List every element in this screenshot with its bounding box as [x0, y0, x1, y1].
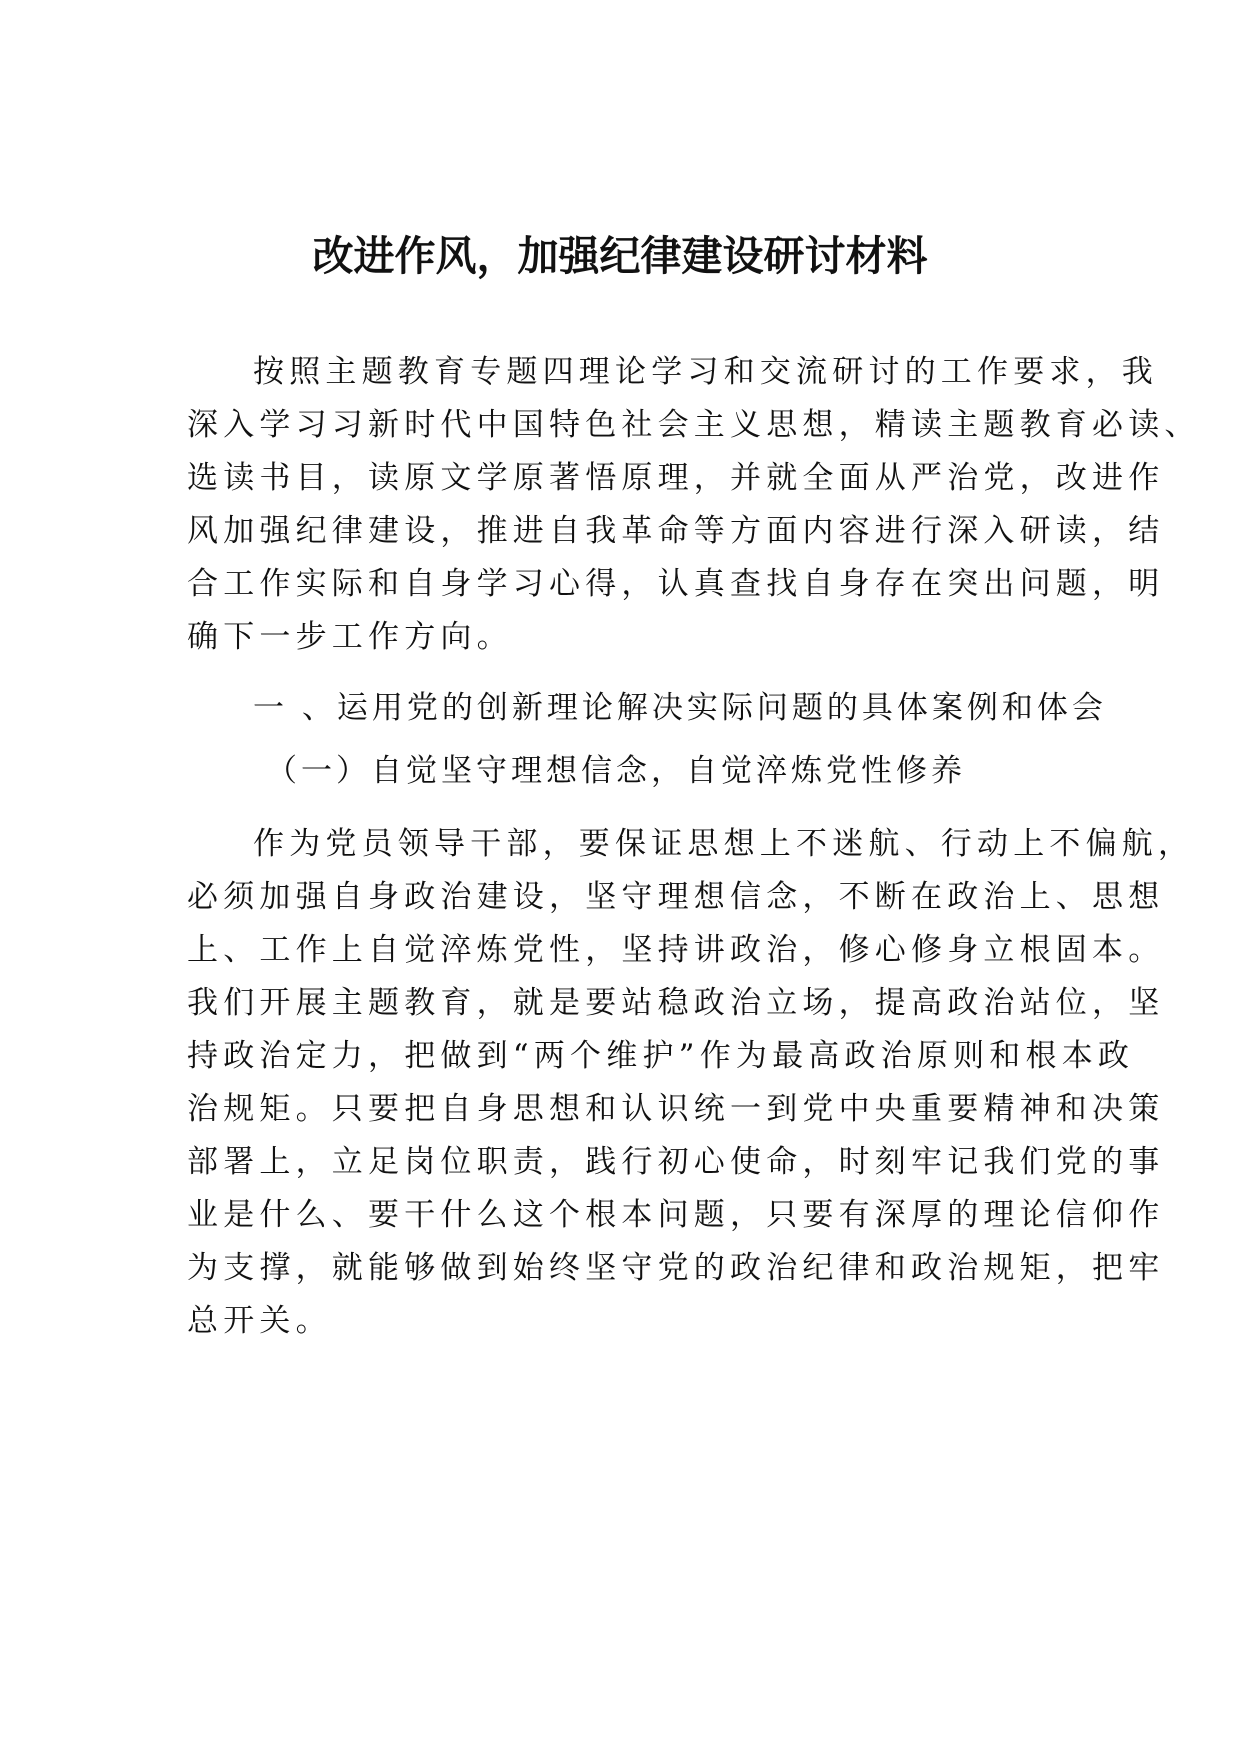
paragraph-1-line-6: 确下一步工作方向。: [187, 619, 513, 655]
paragraph-1-line-1: 按照主题教育专题四理论学习和交流研讨的工作要求，我: [253, 354, 1158, 390]
paragraph-1-line-3: 选读书目，读原文学原著悟原理，并就全面从严治党，改进作: [187, 460, 1165, 496]
paragraph-1-line-2: 深入学习习新时代中国特色社会主义思想，精读主题教育必读、: [187, 407, 1201, 443]
paragraph-2-line-8: 业是什么、要干什么这个根本问题，只要有深厚的理论信仰作: [187, 1197, 1165, 1233]
paragraph-1-line-5: 合工作实际和自身学习心得，认真查找自身存在突出问题，明: [187, 566, 1165, 602]
paragraph-2-line-3: 上、工作上自觉淬炼党性，坚持讲政治，修心修身立根固本。: [187, 932, 1165, 968]
paragraph-2-line-4: 我们开展主题教育，就是要站稳政治立场，提高政治站位，坚: [187, 985, 1165, 1021]
section-heading: 一 、运用党的创新理论解决实际问题的具体案例和体会: [253, 690, 1107, 726]
paragraph-2-line-5: 持政治定力，把做到“两个维护”作为最高政治原则和根本政: [187, 1038, 1135, 1074]
paragraph-2-line-9: 为支撑，就能够做到始终坚守党的政治纪律和政治规矩，把牢: [187, 1250, 1165, 1286]
paragraph-2-line-1: 作为党员领导干部，要保证思想上不迷航、行动上不偏航，: [253, 826, 1195, 862]
paragraph-2-line-7: 部署上，立足岗位职责，践行初心使命，时刻牢记我们党的事: [187, 1144, 1165, 1180]
paragraph-2-line-10: 总开关。: [187, 1303, 332, 1339]
paragraph-2-line-2: 必须加强自身政治建设，坚守理想信念，不断在政治上、思想: [187, 879, 1165, 915]
document-title: 改进作风，加强纪律建设研讨材料: [312, 232, 928, 280]
section-subheading: （一）自觉坚守理想信念，自觉淬炼党性修养: [266, 753, 966, 789]
paragraph-2-line-6: 治规矩。只要把自身思想和认识统一到党中央重要精神和决策: [187, 1091, 1165, 1127]
paragraph-1-line-4: 风加强纪律建设，推进自我革命等方面内容进行深入研读，结: [187, 513, 1165, 549]
